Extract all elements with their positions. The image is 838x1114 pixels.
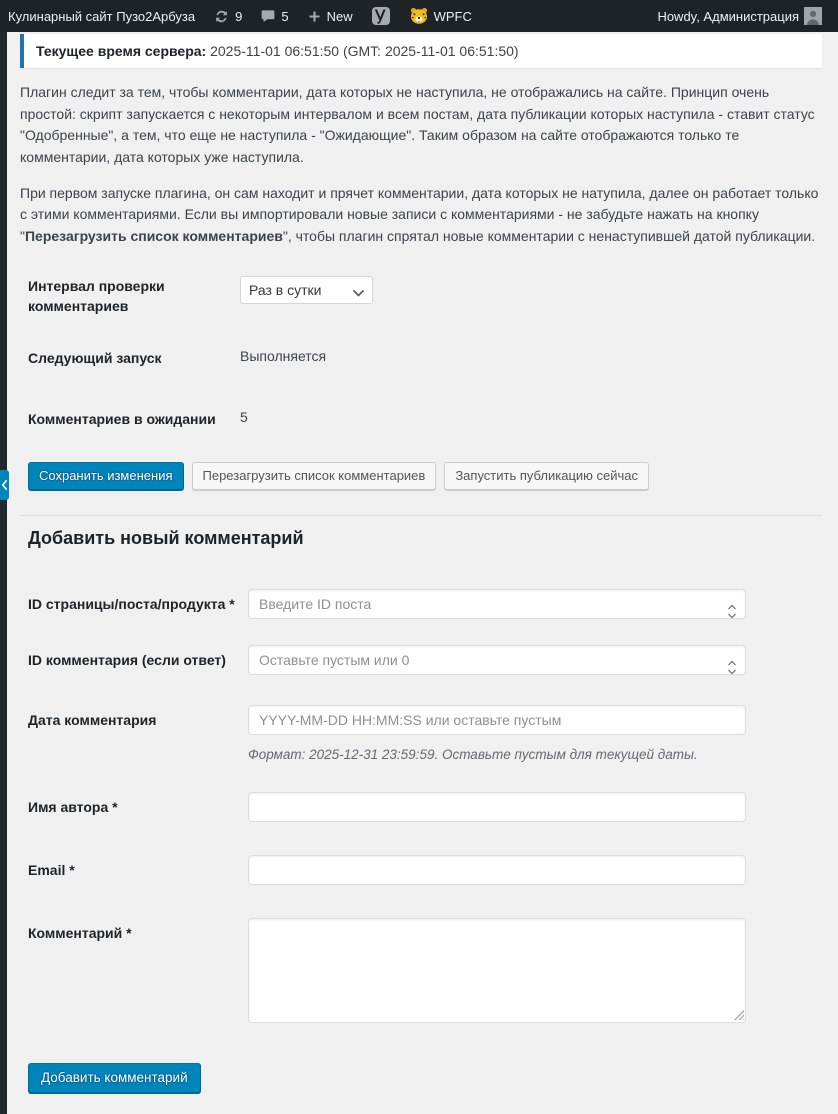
author-name-label: Имя автора * bbox=[28, 799, 118, 815]
next-run-row bbox=[28, 344, 822, 368]
comments-menu[interactable] bbox=[251, 0, 297, 32]
next-run-label: Следующий запуск bbox=[28, 350, 162, 367]
my-account-menu[interactable] bbox=[648, 0, 826, 32]
date-format-hint: Формат: 2025-12-31 23:59:59. Оставьте пустым для текущей даты. bbox=[248, 747, 698, 762]
parent-id-label: ID комментария (если ответ) bbox=[28, 652, 226, 668]
admin-menu-strip bbox=[0, 32, 7, 1114]
page-content bbox=[7, 34, 838, 1102]
yoast-menu[interactable] bbox=[362, 0, 400, 32]
add-comment-form bbox=[20, 589, 822, 1093]
description-paragraph-2: При первом запуске плагина, он сам находит и прячет комментарии, дата которых не натупила, далее он работает только с этими комментариями. Если вы импортировали новые записи с комментариями - не забудьте нажать на кнопку "Перезагрузить список комментариев", чтобы плагин спрятал новые комментарии с ненаступившей датой публикации. bbox=[20, 184, 819, 245]
collapse-menu-button[interactable] bbox=[0, 470, 9, 500]
comment-text-input[interactable] bbox=[248, 918, 746, 1023]
description-paragraph-1: Плагин следит за тем, чтобы комментарии, дата которых не наступила, не отображались на сайте. Принцип очень простой: скрипт запускается с некоторым интервалом и всем постам, дата публикации которых наступила - ставит статус "Одобренные", а тем, что еще не наступила - "Ожидающие". Таким образом на сайте отображаются только те комментарии, дата которых уже наступила. bbox=[20, 84, 815, 166]
site-name-label: Кулинарный сайт Пузо2Арбуза bbox=[8, 8, 196, 24]
author-name-row bbox=[28, 792, 822, 822]
comment-date-row bbox=[28, 705, 822, 762]
site-name-link[interactable] bbox=[8, 0, 204, 32]
email-row bbox=[28, 855, 822, 885]
comments-count: 5 bbox=[281, 8, 289, 24]
new-content-menu[interactable] bbox=[298, 0, 362, 32]
email-input[interactable] bbox=[248, 855, 746, 885]
number-spinner-icon[interactable] bbox=[727, 604, 737, 622]
pending-comments-value: 5 bbox=[240, 408, 248, 425]
update-icon bbox=[213, 8, 230, 25]
updates-count: 9 bbox=[235, 8, 243, 24]
comment-bubble-icon bbox=[260, 8, 276, 24]
section-divider bbox=[20, 515, 822, 516]
admin-bar bbox=[0, 0, 838, 32]
server-time-value: 2025-11-01 06:51:50 (GMT: 2025-11-01 06:51:50) bbox=[210, 43, 519, 59]
avatar bbox=[804, 7, 822, 25]
comment-date-input[interactable] bbox=[248, 705, 746, 735]
chevron-left-icon bbox=[1, 479, 8, 491]
pending-comments-row bbox=[28, 405, 822, 429]
pending-comments-label: Комментариев в ожидании bbox=[28, 410, 216, 427]
comment-text-label: Комментарий * bbox=[28, 925, 132, 941]
settings-buttons bbox=[20, 462, 822, 490]
comment-text-row bbox=[28, 918, 822, 1023]
save-changes-button[interactable]: Сохранить изменения bbox=[28, 462, 184, 490]
post-id-row bbox=[28, 589, 822, 619]
comment-date-label: Дата комментария bbox=[28, 712, 157, 728]
yoast-icon bbox=[371, 6, 391, 26]
parent-id-input[interactable] bbox=[248, 645, 746, 675]
number-spinner-icon[interactable] bbox=[727, 660, 737, 678]
author-name-input[interactable] bbox=[248, 792, 746, 822]
plugin-description bbox=[20, 82, 822, 248]
wpfc-menu[interactable] bbox=[400, 0, 481, 32]
updates-menu[interactable] bbox=[204, 0, 251, 32]
run-publication-button[interactable]: Запустить публикацию сейчас bbox=[444, 462, 649, 490]
settings-form bbox=[20, 272, 822, 429]
add-comment-button[interactable]: Добавить комментарий bbox=[28, 1063, 201, 1093]
new-label: New bbox=[326, 8, 353, 24]
parent-id-row bbox=[28, 645, 822, 675]
next-run-value: Выполняется bbox=[240, 348, 327, 365]
interval-label: Интервал проверки комментариев bbox=[28, 277, 165, 315]
wpfc-label: WPFC bbox=[433, 8, 472, 24]
interval-row bbox=[28, 272, 822, 317]
add-comment-heading: Добавить новый комментарий bbox=[28, 528, 304, 548]
post-id-input[interactable] bbox=[248, 589, 746, 619]
interval-select[interactable] bbox=[240, 276, 373, 304]
email-label: Email * bbox=[28, 862, 75, 878]
howdy-label: Howdy, Администрация bbox=[657, 8, 799, 24]
server-time-label: Текущее время сервера: bbox=[36, 43, 207, 59]
reload-comments-button[interactable]: Перезагрузить список комментариев bbox=[192, 462, 437, 490]
plus-icon bbox=[307, 9, 322, 24]
wpfc-leopard-icon bbox=[409, 6, 429, 26]
server-time-notice bbox=[20, 34, 822, 68]
post-id-label: ID страницы/поста/продукта * bbox=[28, 596, 235, 612]
